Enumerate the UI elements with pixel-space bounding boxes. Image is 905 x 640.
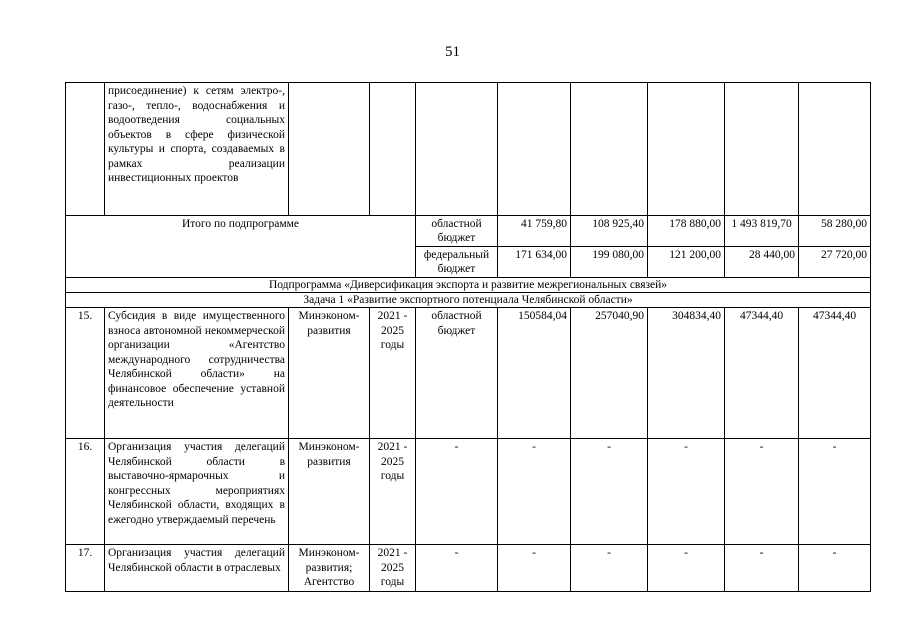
item-executor: Минэконом-развития; Агентство — [289, 545, 370, 592]
total-source: федеральный бюджет — [416, 247, 498, 278]
cell-source — [416, 83, 498, 216]
item-value: - — [725, 439, 799, 545]
item-name: Организация участия делегаций Челябинской области в выставочно-ярмарочных и конгрессных мероприятиях Челябинской области, входящих в ежегодно утверждаемый перечень — [105, 439, 289, 545]
task-title: Задача 1 «Развитие экспортного потенциала Челябинской области» — [66, 293, 871, 308]
item-value: - — [498, 439, 571, 545]
item-value: 257040,90 — [571, 308, 648, 439]
item-period: 2021 - 2025 годы — [370, 439, 416, 545]
item-period: 2021 - 2025 годы — [370, 545, 416, 592]
item-source: - — [416, 439, 498, 545]
item-value: - — [799, 545, 871, 592]
item-value: - — [571, 545, 648, 592]
item-value: - — [498, 545, 571, 592]
item-source: - — [416, 545, 498, 592]
item-executor: Минэконом-развития — [289, 308, 370, 439]
page-number: 51 — [445, 44, 460, 60]
total-value: 108 925,40 — [571, 216, 648, 247]
item-number: 15. — [66, 308, 105, 439]
cell-value — [498, 83, 571, 216]
cell-period — [370, 83, 416, 216]
subprogram-title: Подпрограмма «Диверсификация экспорта и развитие межрегиональных связей» — [66, 278, 871, 293]
total-value: 28 440,00 — [725, 247, 799, 278]
total-value: 121 200,00 — [648, 247, 725, 278]
item-value: - — [799, 439, 871, 545]
totals-label: Итого по подпрограмме — [66, 216, 416, 278]
total-value: 41 759,80 — [498, 216, 571, 247]
total-value: 171 634,00 — [498, 247, 571, 278]
cell-value — [799, 83, 871, 216]
total-value: 58 280,00 — [799, 216, 871, 247]
cell-value — [725, 83, 799, 216]
table-row — [66, 439, 871, 545]
item-value: - — [648, 439, 725, 545]
total-value: 199 080,00 — [571, 247, 648, 278]
cell-num — [66, 83, 105, 216]
item-executor: Минэконом-развития — [289, 439, 370, 545]
table-row-task — [66, 293, 871, 308]
total-value: 27 720,00 — [799, 247, 871, 278]
item-number: 17. — [66, 545, 105, 592]
total-value: 178 880,00 — [648, 216, 725, 247]
table-row — [66, 308, 871, 439]
item-value: 150584,04 — [498, 308, 571, 439]
item-name: Организация участия делегаций Челябинской области в отраслевых — [105, 545, 289, 592]
item-value: 47344,40 — [799, 308, 871, 439]
cell-value — [571, 83, 648, 216]
total-value: 1 493 819,70 — [725, 216, 799, 247]
item-source: областной бюджет — [416, 308, 498, 439]
cell-executor — [289, 83, 370, 216]
item-value: - — [648, 545, 725, 592]
item-value: - — [571, 439, 648, 545]
table-row-total-regional — [66, 216, 871, 247]
table-row-subprogram — [66, 278, 871, 293]
item-value: 47344,40 — [725, 308, 799, 439]
item-name: Субсидия в виде имущественного взноса автономной некоммерческой организации «Агентство международного сотрудничества Челябинской области» на финансовое обеспечение уставной деятельности — [105, 308, 289, 439]
total-source: областной бюджет — [416, 216, 498, 247]
item-period: 2021 - 2025 годы — [370, 308, 416, 439]
program-table — [65, 82, 871, 592]
item-value: 304834,40 — [648, 308, 725, 439]
table-row — [66, 545, 871, 592]
table-row-continued — [66, 83, 871, 216]
cell-name: присоединение) к сетям электро-, газо-, тепло-, водоснабжения и водоотведения социальных объектов в сфере физической культуры и спорта, создаваемых в рамках реализации инвестиционных проектов — [105, 83, 289, 216]
item-number: 16. — [66, 439, 105, 545]
cell-value — [648, 83, 725, 216]
item-value: - — [725, 545, 799, 592]
